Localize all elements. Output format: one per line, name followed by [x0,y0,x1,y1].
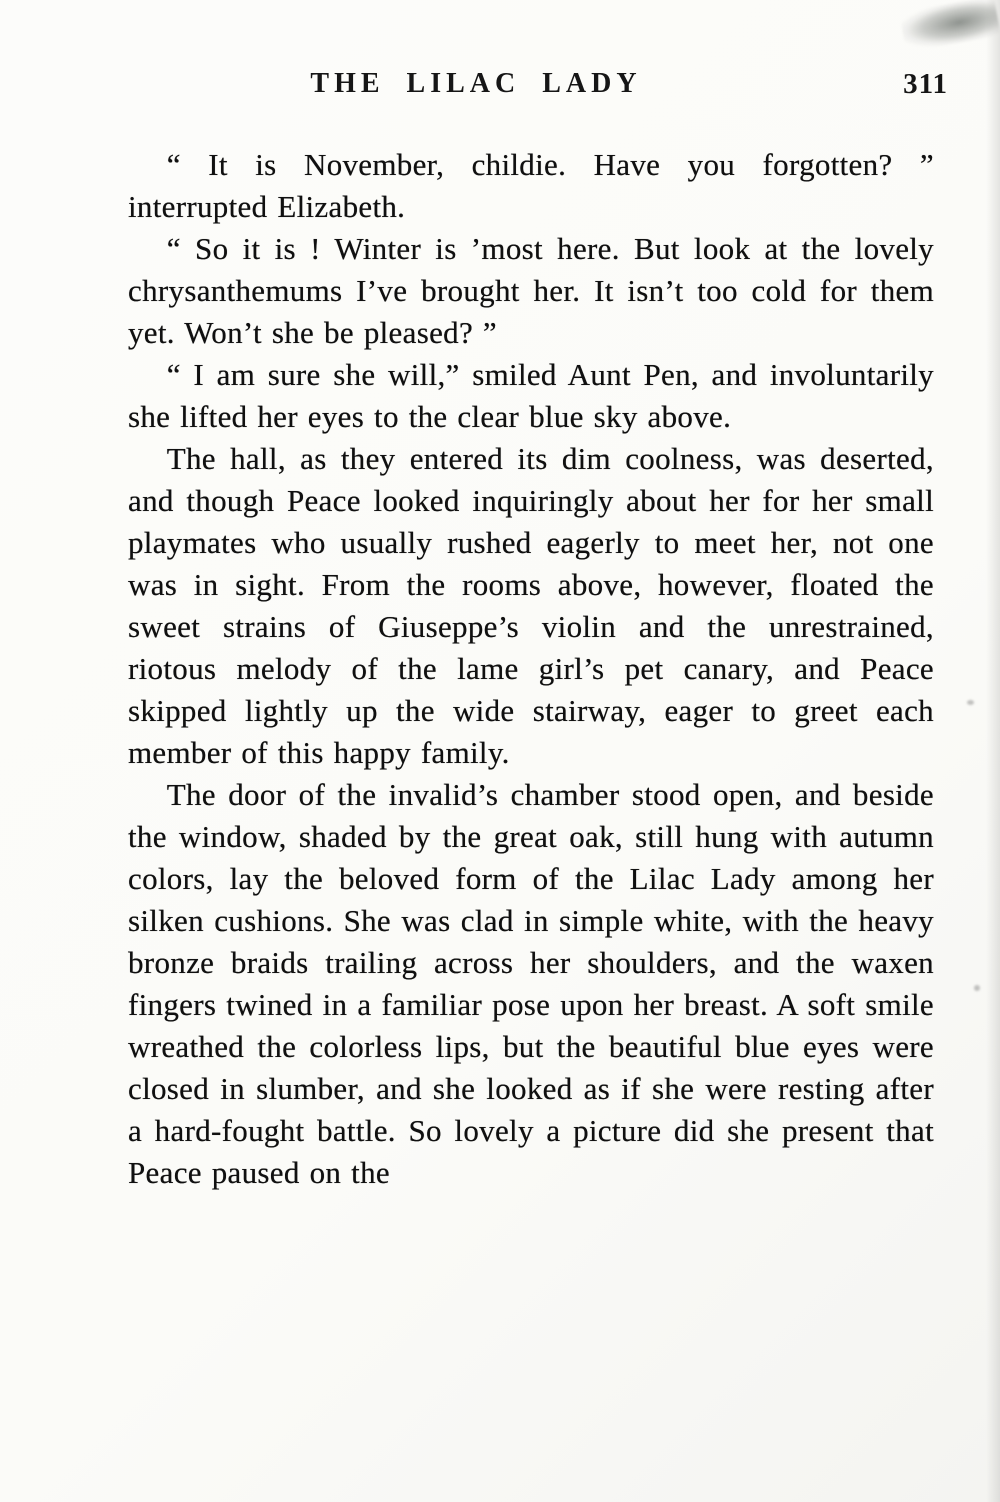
page-number: 311 [903,68,948,100]
paragraph: The door of the invalid’s chamber stood open, and beside the window, shaded by the great oak, still hung with autumn colors, lay the beloved form of the Lilac Lady among her silken cushions. She was clad in simple white, with the heavy bronze braids trailing across her shoulders, and the waxen fingers twined in a familiar pose upon her breast. A soft smile wreathed the colorless lips, but the beautiful blue eyes were closed in slumber, and she looked as if she were resting after a hard-fought battle. So lovely a picture did she present that Peace paused on the [128,777,934,1190]
scan-speck [967,700,974,705]
paragraph: “ It is November, childie. Have you forgotten? ” interrupted Elizabeth. [128,147,934,224]
page-body-text [128,144,934,1194]
scan-speck [974,985,980,991]
running-header [128,68,948,108]
paragraph: The hall, as they entered its dim coolness, was deserted, and though Peace looked inquiringly about her for her small playmates who usually rushed eagerly to meet her, not one was in sight. From the rooms above, however, floated the sweet strains of Giuseppe’s violin and the unrestrained, riotous melody of the lame girl’s pet canary, and Peace skipped lightly up the wide stairway, eager to greet each member of this happy family. [128,441,934,770]
page-edge-shadow [986,0,1000,1502]
paragraph: “ So it is ! Winter is ’most here. But look at the lovely chrysanthemums I’ve brought her. It isn’t too cold for them yet. Won’t she be pleased? ” [128,231,934,350]
scan-smudge-decoration [899,0,1000,52]
running-header-title: THE LILAC LADY [310,68,642,99]
paragraph: “ I am sure she will,” smiled Aunt Pen, and involuntarily she lifted her eyes to the clear blue sky above. [128,357,934,434]
